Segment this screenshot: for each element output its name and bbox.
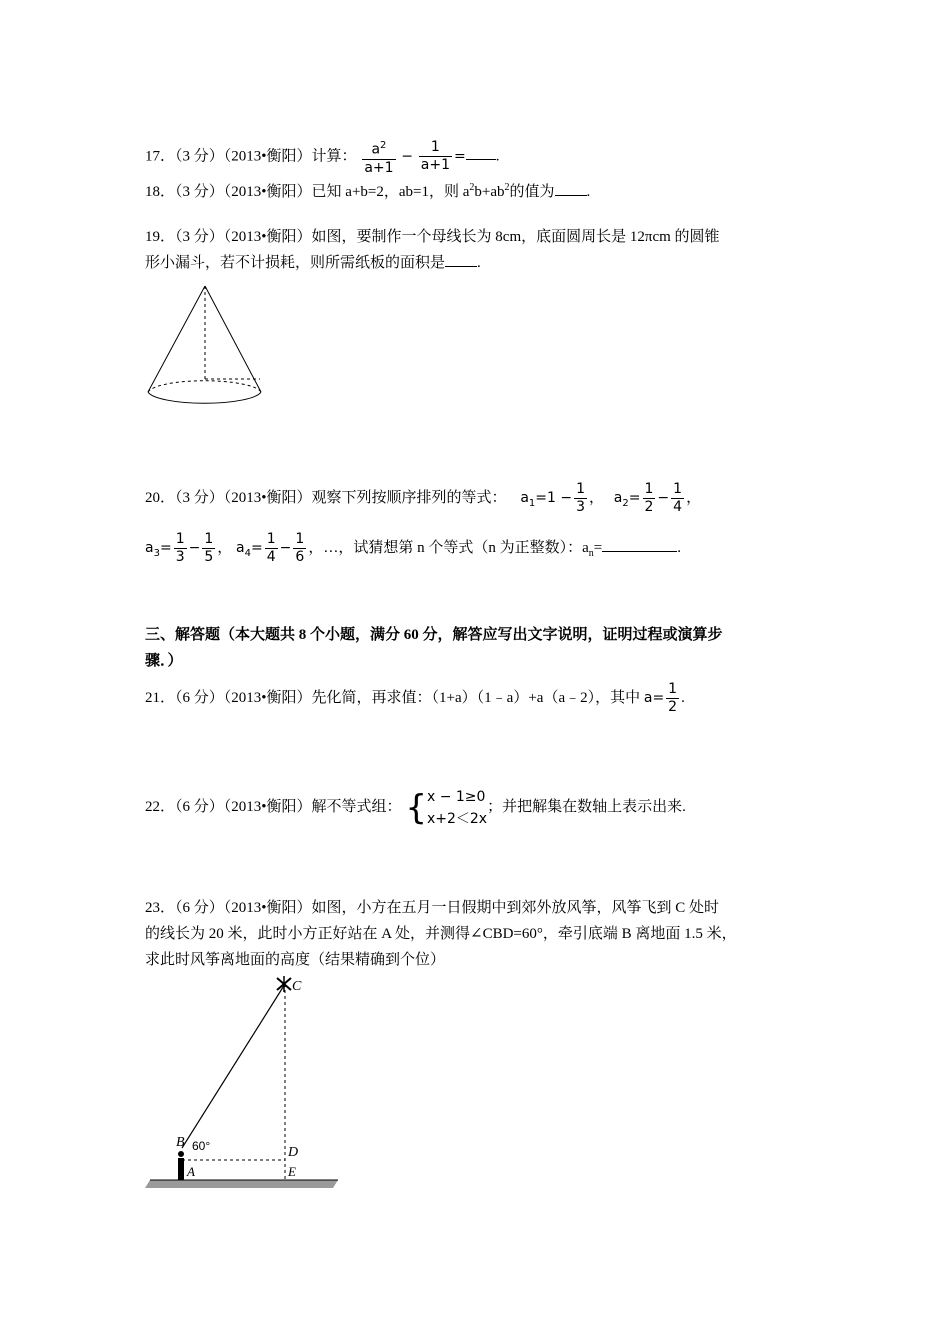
label-D: D	[288, 1145, 299, 1160]
question-23-line2: 的线长为 20 米，此时小方正好站在 A 处，并测得∠CBD=60°，牵引底端 B 离地面 1.5 米，	[145, 926, 737, 942]
label-B: B	[176, 1135, 185, 1150]
question-20: 20．（3 分）（2013•衡阳）观察下列按顺序排列的等式： $a_1=1$ − $\frac{1}{3}$ ， $a_2=$ $\frac{1}{2}$ − $\frac{1}{4}$ ，	[145, 481, 702, 516]
fraction: $\frac{1}{a+1}$	[420, 139, 450, 174]
question-18: 18．（3 分）（2013•衡阳）已知 a+b=2，ab=1，则 $a^2b+ab^2$的值为 .	[145, 182, 591, 200]
answer-blank	[466, 158, 496, 160]
label-C: C	[292, 979, 302, 994]
answer-blank	[555, 194, 587, 196]
label-angle: 60°	[192, 1139, 211, 1153]
answer-blank	[602, 550, 677, 552]
question-22: 22．（6 分）（2013•衡阳）解不等式组： { x − 1≥0 x+2＜2x ；并把解集在数轴上表示出来.	[145, 787, 686, 828]
section-heading-line2: 骤．）	[145, 653, 183, 669]
cone-figure	[140, 280, 270, 415]
fraction: $\frac{a^2}{a+1}$	[362, 137, 395, 177]
question-21: 21．（6 分）（2013•衡阳）先化简，再求值：（1+a）（1﹣a）+a（a﹣2），其中 a= $\frac{1}{2}$ .	[145, 681, 685, 716]
kite-icon	[277, 976, 291, 992]
question-19-line2: 形小漏斗，若不计损耗，则所需纸板的面积是 .	[145, 255, 481, 271]
question-23: 23．（6 分）（2013•衡阳）如图，小方在五月一日假期中到郊外放风筝，风筝飞到 C 处时	[145, 900, 720, 916]
question-20-line2: $a_3=$ $\frac{1}{3}$ − $\frac{1}{5}$ ， $a_4=$ $\frac{1}{4}$ − $\frac{1}{6}$ ，…，试猜想第 n 个等式（n 为正整数）：$a_n=$ .	[145, 531, 681, 566]
person-icon	[178, 1151, 184, 1180]
kite-figure	[140, 968, 350, 1198]
label-E: E	[288, 1164, 296, 1179]
question-23-line3: 求此时风筝离地面的高度（结果精确到个位）	[145, 952, 446, 968]
question-17: 17．（3 分）（2013•衡阳）计算： $\frac{a^2}{a+1}$ − $\frac{1}{a+1}$ = .	[145, 137, 499, 177]
answer-blank	[445, 265, 477, 267]
question-19: 19．（3 分）（2013•衡阳）如图，要制作一个母线长为 8cm，底面圆周长是 12πcm 的圆锥	[145, 229, 720, 245]
section-heading: 三、解答题（本大题共 8 个小题，满分 60 分，解答应写出文字说明，证明过程或演算步	[145, 627, 723, 643]
label-A: A	[187, 1164, 195, 1179]
